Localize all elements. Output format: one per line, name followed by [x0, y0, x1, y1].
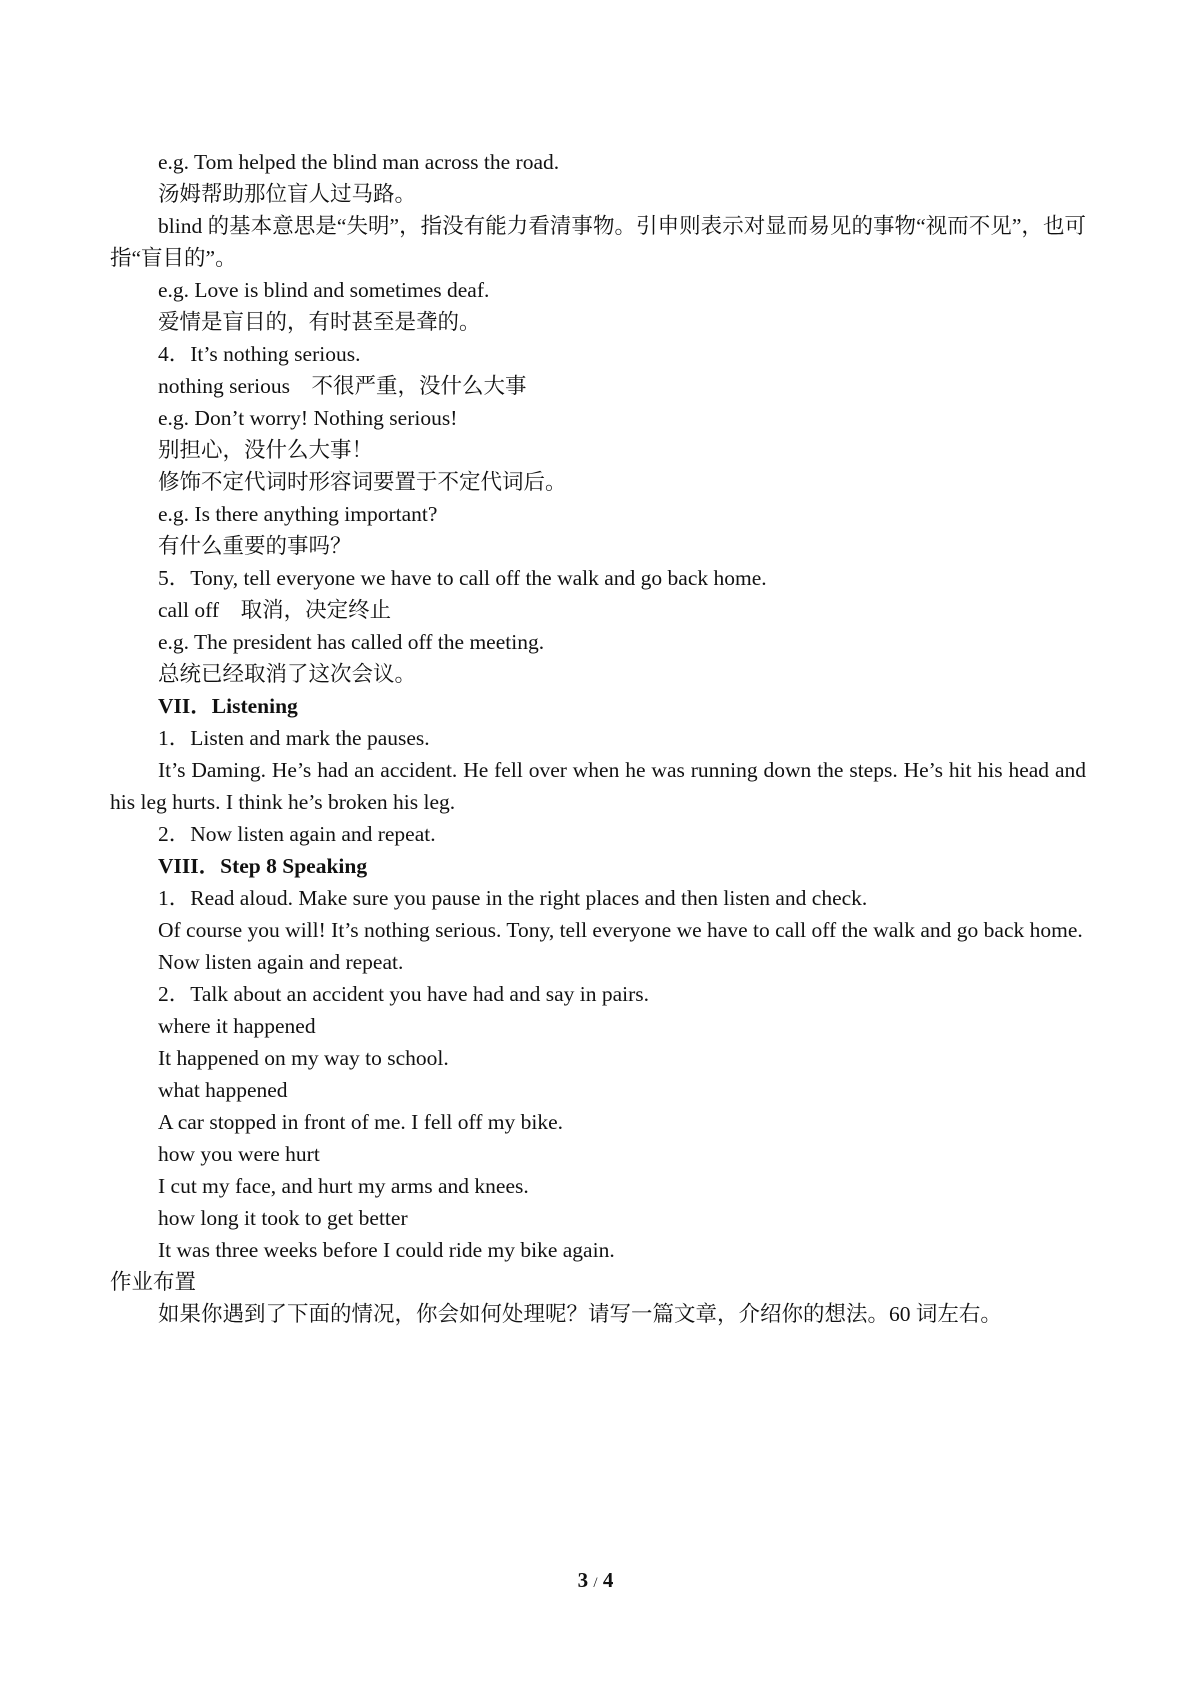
explanation-paragraph: blind 的基本意思是“失明”，指没有能力看清事物。引申则表示对显而易见的事物“视而不见”，也可指“盲目的”。 — [110, 214, 1086, 270]
homework-instruction: 如果你遇到了下面的情况，你会如何处理呢？请写一篇文章，介绍你的想法。60 词左右。 — [158, 1302, 1002, 1326]
current-page-number: 3 — [577, 1568, 589, 1592]
answer-line: I cut my face, and hurt my arms and knees. — [158, 1174, 529, 1198]
translation-line: 别担心，没什么大事！ — [158, 438, 374, 462]
translation-line: 汤姆帮助那位盲人过马路。 — [158, 182, 417, 206]
prompt-line: how long it took to get better — [158, 1206, 408, 1230]
reading-passage: Of course you will! It’s nothing serious. Tony, tell everyone we have to call off the walk and go back home. — [158, 918, 1083, 942]
answer-line: It was three weeks before I could ride my bike again. — [158, 1238, 615, 1262]
example-sentence: e.g. Don’t worry! Nothing serious! — [158, 406, 458, 430]
page-separator: / — [593, 1575, 598, 1591]
example-sentence: e.g. Is there anything important? — [158, 502, 438, 526]
answer-line: It happened on my way to school. — [158, 1046, 449, 1070]
grammar-note: 修饰不定代词时形容词要置于不定代词后。 — [158, 470, 567, 494]
numbered-point: 4．It’s nothing serious. — [158, 342, 361, 366]
total-page-count: 4 — [602, 1568, 614, 1592]
numbered-task: 2．Talk about an accident you have had and say in pairs. — [158, 982, 650, 1006]
prompt-line: what happened — [158, 1078, 288, 1102]
homework-heading: 作业布置 — [110, 1270, 197, 1294]
section-heading-listening: VII．Listening — [158, 694, 298, 718]
page-number — [0, 1568, 1191, 1593]
phrase-definition: call off 取消，决定终止 — [158, 598, 392, 622]
document-body — [110, 146, 1086, 1330]
prompt-line: how you were hurt — [158, 1142, 320, 1166]
listening-passage: It’s Daming. He’s had an accident. He fell over when he was running down the steps. He’s hit his head and his leg hurts. I think he’s broken his leg. — [110, 758, 1086, 814]
instruction-line: Now listen again and repeat. — [158, 950, 404, 974]
example-sentence: e.g. Tom helped the blind man across the road. — [158, 150, 560, 174]
numbered-task: 2．Now listen again and repeat. — [158, 822, 436, 846]
numbered-task: 1．Read aloud. Make sure you pause in the right places and then listen and check. — [158, 886, 868, 910]
numbered-point: 5．Tony, tell everyone we have to call off the walk and go back home. — [158, 566, 767, 590]
prompt-line: where it happened — [158, 1014, 316, 1038]
numbered-task: 1．Listen and mark the pauses. — [158, 726, 430, 750]
example-sentence: e.g. The president has called off the meeting. — [158, 630, 545, 654]
translation-line: 爱情是盲目的，有时甚至是聋的。 — [158, 310, 481, 334]
translation-line: 有什么重要的事吗？ — [158, 534, 352, 558]
section-heading-speaking: VIII．Step 8 Speaking — [158, 854, 368, 878]
translation-line: 总统已经取消了这次会议。 — [158, 662, 417, 686]
example-sentence: e.g. Love is blind and sometimes deaf. — [158, 278, 490, 302]
phrase-definition: nothing serious 不很严重，没什么大事 — [158, 374, 527, 398]
answer-line: A car stopped in front of me. I fell off my bike. — [158, 1110, 564, 1134]
